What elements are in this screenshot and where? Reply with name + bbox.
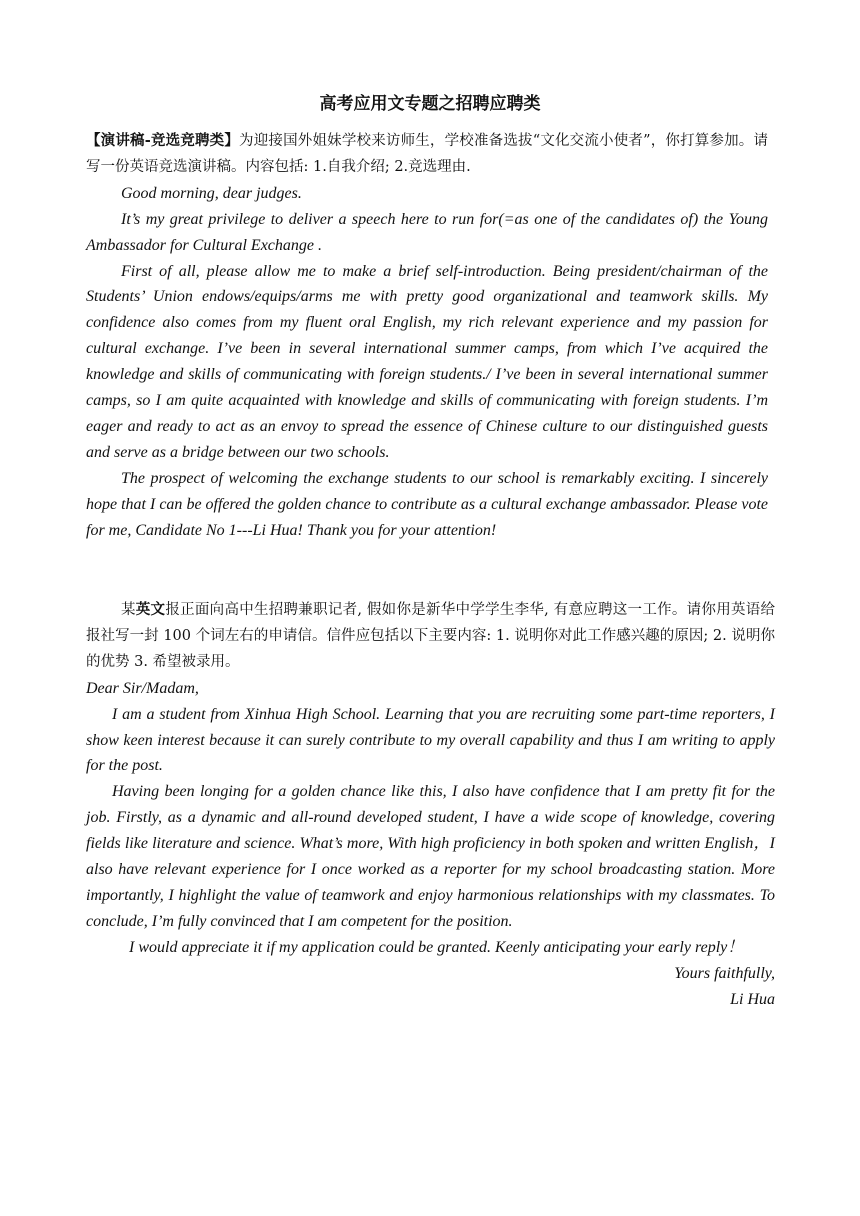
speech-greeting: Good morning, dear judges. [121, 184, 302, 202]
speech-tag: 【演讲稿-竞选竞聘类】 [86, 132, 240, 149]
letter-paragraph: Having been longing for a golden chance like this, I also have confidence that I am pretty fit for the job. Firstly, as a dynamic and all-round developed student, I have a wide scope of knowledge, covering fields like literature and science. What’s more, With high proficiency in both spoken and written English，I also have relevant experience for I once worked as a reporter for my school broadcasting station. More importantly, I highlight the value of teamwork and enjoy harmonious relationships with my classmates. To conclude, I’m fully convinced that I am competent for the position. [86, 783, 776, 930]
letter-paragraph: I am a student from Xinhua High School. Learning that you are recruiting some part-time reporters, I show keen interest because it can surely contribute to my overall capability and thus I am writing to apply for the post. [86, 705, 775, 775]
letter-prompt-bold: 英文 [135, 601, 166, 618]
letter-paragraph: I would appreciate it if my application could be granted. Keenly anticipating your early reply！ [129, 938, 744, 956]
letter-salutation: Dear Sir/Madam, [86, 679, 199, 697]
speech-paragraph: First of all, please allow me to make a brief self-introduction. Being president/chairman of the Students’ Union endows/equips/arms me with pretty good organizational and teamwork skills. My confidence also comes from my fluent oral English, my rich relevant experience and my passion for cultural exchange. I’ve been in several international summer camps, from which I’ve acquired the knowledge and skills of communicating with foreign students./ I’ve been in several international summer camps, so I am quite acquainted with knowledge and skills of communicating with foreign students. I’m eager and ready to act as an envoy to spread the essence of Chinese culture to our distinguished guests and serve as a bridge between our two schools. [86, 262, 768, 461]
letter-section [86, 597, 775, 1013]
speech-section [86, 128, 768, 544]
speech-paragraph: It’s my great privilege to deliver a speech here to run for(=as one of the candidates of) the Young Ambassador for Cultural Exchange . [86, 210, 768, 254]
letter-signature: Li Hua [730, 990, 775, 1008]
letter-prompt-start: 某 [121, 602, 136, 618]
speech-prompt-text: 为迎接国外姐妹学校来访师生，学校准备选拔“文化交流小使者”，你打算参加。请写一份英语竞选演讲稿。内容包括: 1.自我介绍; 2.竞选理由. [86, 133, 768, 175]
letter-prompt-rest: 报正面向高中生招聘兼职记者, 假如你是新华中学学生李华, 有意应聘这一工作。请你用英语给报社写一封 100 个词左右的申请信。信件应包括以下主要内容: 1. 说明你对此工作感兴趣的原因; 2. 说明你的优势 3. 希望被录用。 [86, 602, 776, 670]
letter-prompt [86, 597, 775, 676]
speech-prompt [86, 128, 768, 181]
letter-closing: Yours faithfully, [674, 964, 775, 982]
speech-paragraph: The prospect of welcoming the exchange students to our school is remarkably exciting. I sincerely hope that I can be offered the golden chance to contribute as a cultural exchange ambassador. Please vote for me, Candidate No 1---Li Hua! Thank you for your attention! [86, 469, 768, 539]
page-title: 高考应用文专题之招聘应聘类 [319, 94, 541, 114]
